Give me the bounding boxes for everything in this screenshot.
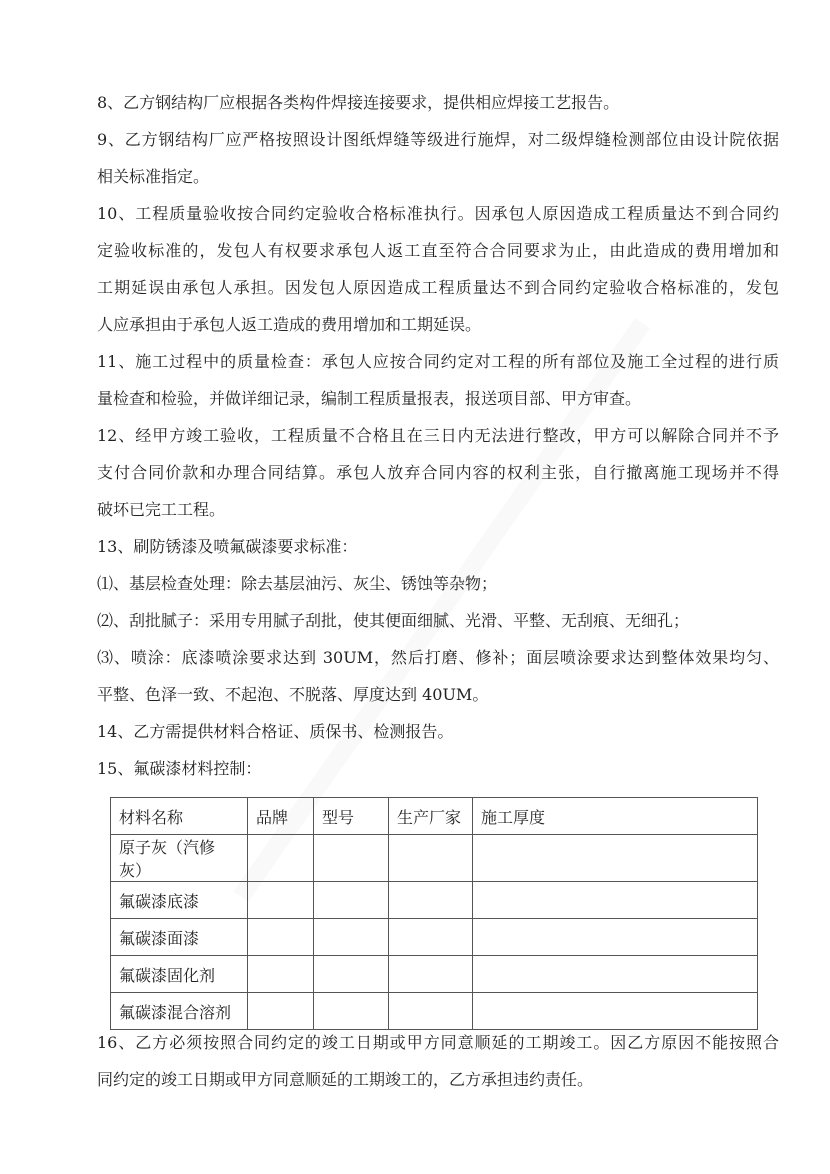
clause-paragraph xyxy=(97,750,779,787)
table-cell: 氟碳漆底漆 xyxy=(111,882,248,919)
clause-16 xyxy=(97,1024,779,1098)
text-line: 15、氟碳漆材料控制： xyxy=(97,759,262,778)
table-cell: 氟碳漆固化剂 xyxy=(111,956,248,993)
table-header-cell: 施工厚度 xyxy=(473,798,758,835)
text-line: 平整、色泽一致、不起泡、不脱落、厚度达到 40UM。 xyxy=(97,685,489,704)
table-cell xyxy=(473,956,758,993)
table-cell xyxy=(473,835,758,882)
table-row xyxy=(111,956,758,993)
text-line: 破坏已完工工程。 xyxy=(97,500,226,519)
table-cell xyxy=(314,919,389,956)
document-body xyxy=(97,84,779,787)
clause-paragraph xyxy=(97,195,779,343)
table-cell xyxy=(314,956,389,993)
table-row xyxy=(111,835,758,882)
text-line: 16、乙方必须按照合同约定的竣工日期或甲方同意顺延的工期竣工。因乙方原因不能按照合 xyxy=(97,1033,779,1052)
table-cell xyxy=(389,835,473,882)
table-cell xyxy=(389,882,473,919)
text-line: 支付合同价款和办理合同结算。承包人放弃合同内容的权利主张，自行撤离施工现场并不得 xyxy=(97,463,779,482)
table-header-row xyxy=(111,798,758,835)
text-line: 工期延误由承包人承担。因发包人原因造成工程质量达不到合同约定验收合格标准的，发包 xyxy=(97,278,779,297)
text-line: 同约定的竣工日期或甲方同意顺延的工期竣工的，乙方承担违约责任。 xyxy=(97,1070,594,1089)
clause-paragraph xyxy=(97,84,779,121)
table-cell xyxy=(248,919,314,956)
text-line: 12、经甲方竣工验收，工程质量不合格且在三日内无法进行整改，甲方可以解除合同并不予 xyxy=(97,426,779,445)
text-line: ⑶、喷涂：底漆喷涂要求达到 30UM，然后打磨、修补；面层喷涂要求达到整体效果均匀、 xyxy=(97,648,779,667)
table-cell: 氟碳漆面漆 xyxy=(111,919,248,956)
clause-paragraph xyxy=(97,565,779,602)
text-line: ⑴、基层检查处理：除去基层油污、灰尘、锈蚀等杂物； xyxy=(97,574,498,593)
clause-paragraph xyxy=(97,602,779,639)
clause-paragraph xyxy=(97,639,779,713)
text-line: 13、刷防锈漆及喷氟碳漆要求标准： xyxy=(97,537,358,556)
table-cell xyxy=(248,882,314,919)
table-row xyxy=(111,919,758,956)
table-cell xyxy=(473,919,758,956)
clause-paragraph xyxy=(97,121,779,195)
clause-paragraph xyxy=(97,713,779,750)
text-line: 人应承担由于承包人返工造成的费用增加和工期延误。 xyxy=(97,315,482,334)
text-line: ⑵、刮批腻子：采用专用腻子刮批，使其便面细腻、光滑、平整、无刮痕、无细孔； xyxy=(97,611,690,630)
clause-paragraph xyxy=(97,343,779,417)
table-header-cell: 生产厂家 xyxy=(389,798,473,835)
text-line: 10、工程质量验收按合同约定验收合格标准执行。因承包人原因造成工程质量达不到合同约 xyxy=(97,204,779,223)
table-cell xyxy=(389,956,473,993)
table-cell xyxy=(314,835,389,882)
text-line: 8、乙方钢结构厂应根据各类构件焊接连接要求，提供相应焊接工艺报告。 xyxy=(97,93,620,112)
table-row xyxy=(111,882,758,919)
text-line: 量检查和检验，并做详细记录，编制工程质量报表，报送项目部、甲方审查。 xyxy=(97,389,642,408)
clause-paragraph xyxy=(97,417,779,528)
material-control-table xyxy=(110,797,758,1030)
text-line: 相关标准指定。 xyxy=(97,167,210,186)
text-line: 14、乙方需提供材料合格证、质保书、检测报告。 xyxy=(97,722,454,741)
table-cell xyxy=(389,919,473,956)
table-header-cell: 品牌 xyxy=(248,798,314,835)
table-cell xyxy=(248,835,314,882)
table-cell: 氟碳漆混合溶剂 xyxy=(111,993,248,1030)
table-cell xyxy=(473,882,758,919)
text-line: 定验收标准的，发包人有权要求承包人返工直至符合合同要求为止，由此造成的费用增加和 xyxy=(97,241,779,260)
table-header-cell: 型号 xyxy=(314,798,389,835)
text-line: 11、施工过程中的质量检查：承包人应按合同约定对工程的所有部位及施工全过程的进行质 xyxy=(97,352,779,371)
table-cell xyxy=(248,956,314,993)
table-cell xyxy=(314,882,389,919)
text-line: 9、乙方钢结构厂应严格按照设计图纸焊缝等级进行施焊，对二级焊缝检测部位由设计院依据 xyxy=(97,130,779,149)
clause-paragraph xyxy=(97,528,779,565)
table-cell: 原子灰（汽修灰） xyxy=(111,835,248,882)
table-header-cell: 材料名称 xyxy=(111,798,248,835)
